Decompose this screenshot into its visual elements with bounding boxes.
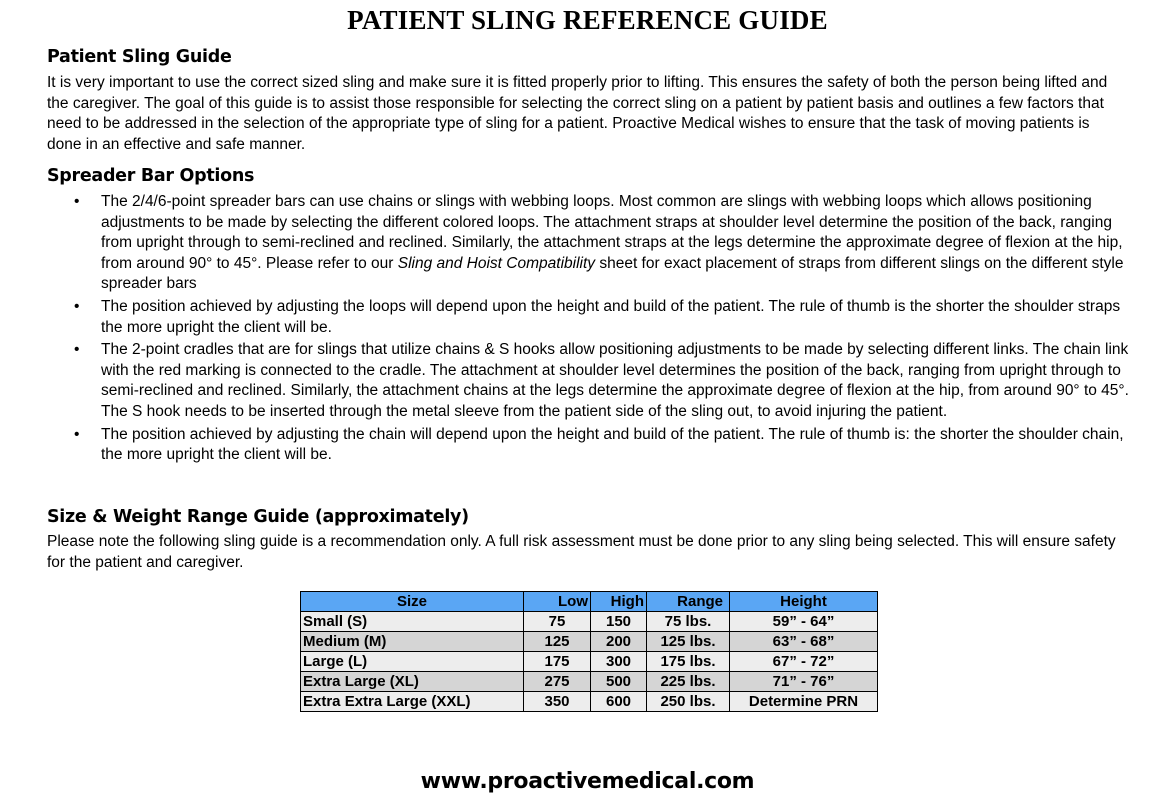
cell-size: Extra Extra Large (XXL) xyxy=(301,692,524,712)
cell-high: 150 xyxy=(591,612,647,632)
column-header-range: Range xyxy=(647,592,730,612)
spreader-heading: Spreader Bar Options xyxy=(47,166,255,186)
bullet-item xyxy=(47,425,1132,466)
cell-low: 75 xyxy=(524,612,591,632)
cell-height: Determine PRN xyxy=(730,692,878,712)
bullet-text: sheet for exact placement of straps from different slings on the different style spreader bars xyxy=(101,254,1124,293)
bullet-text: The position achieved by adjusting the loops will depend upon the height and build of the patient. The rule of thumb is the shorter the shoulder straps the more upright the client will be. xyxy=(101,297,1121,336)
bullet-item xyxy=(47,297,1132,338)
size-guide-paragraph: Please note the following sling guide is a recommendation only. A full risk assessment must be done prior to any sling being selected. This will ensure safety for the patient and caregiver. xyxy=(47,533,1116,571)
bullet-text: The 2/4/6-point spreader bars can use chains or slings with webbing loops. Most common are slings with webbing loops which allows positioning adjustments to be made by selecting the different colored loops. The attachment straps at shoulder level determine the position of the back, ranging from upright through to semi-reclined and reclined. Similarly, the attachment straps at the legs determine the approximate degree of flexion at the hip, from around 90° to 45°. Please refer to our xyxy=(101,193,1123,272)
footer-website-link[interactable]: www.proactivemedical.com xyxy=(420,769,755,794)
bullet-text: The position achieved by adjusting the chain will depend upon the height and build of the patient. The rule of thumb is: the shorter the shoulder chain, the more upright the client will be. xyxy=(101,425,1124,464)
cell-high: 500 xyxy=(591,672,647,692)
column-header-height: Height xyxy=(730,592,878,612)
bullet-emphasis: Sling and Hoist Compatibility xyxy=(397,254,596,272)
size-weight-table-wrapper xyxy=(300,591,878,712)
column-header-size: Size xyxy=(301,592,524,612)
table-row xyxy=(301,672,878,692)
size-weight-table xyxy=(300,591,878,712)
column-header-low: Low xyxy=(524,592,591,612)
cell-low: 350 xyxy=(524,692,591,712)
table-row xyxy=(301,612,878,632)
table-row xyxy=(301,692,878,712)
cell-range: 175 lbs. xyxy=(647,652,730,672)
cell-range: 125 lbs. xyxy=(647,632,730,652)
cell-size: Medium (M) xyxy=(301,632,524,652)
bullet-text: The 2-point cradles that are for slings that utilize chains & S hooks allow positioning adjustments to be made by selecting different links. The chain link with the red marking is connected to the cradle. The attachment at shoulder level determines the position of the back, ranging from upright through to semi-reclined and reclined. Similarly, the attachment chains at the legs determine the approximate degree of flexion at the hip, from around 90° to 45°. The S hook needs to be inserted through the metal sleeve from the patient side of the sling out, to avoid injuring the patient. xyxy=(101,341,1129,420)
bullet-icon: • xyxy=(74,297,80,315)
cell-low: 175 xyxy=(524,652,591,672)
bullet-item xyxy=(47,192,1132,295)
cell-low: 125 xyxy=(524,632,591,652)
bullet-icon: • xyxy=(74,425,80,443)
cell-high: 300 xyxy=(591,652,647,672)
sling-guide-paragraph: It is very important to use the correct sized sling and make sure it is fitted properly prior to lifting. This ensures the safety of both the person being lifted and the caregiver. The goal of this guide is to assist those responsible for selecting the correct sling on a patient by patient basis and outlines a few factors that need to be addressed in the selection of the appropriate type of sling for a patient. Proactive Medical wishes to ensure that the task of moving patients is done in an effective and safe manner. xyxy=(47,74,1108,153)
cell-range: 75 lbs. xyxy=(647,612,730,632)
cell-high: 600 xyxy=(591,692,647,712)
cell-size: Small (S) xyxy=(301,612,524,632)
bullet-item xyxy=(47,340,1132,422)
column-header-high: High xyxy=(591,592,647,612)
cell-low: 275 xyxy=(524,672,591,692)
spreader-bullet-list xyxy=(47,192,1132,466)
cell-size: Extra Large (XL) xyxy=(301,672,524,692)
cell-size: Large (L) xyxy=(301,652,524,672)
cell-height: 63” - 68” xyxy=(730,632,878,652)
table-row xyxy=(301,652,878,672)
cell-range: 250 lbs. xyxy=(647,692,730,712)
cell-height: 59” - 64” xyxy=(730,612,878,632)
cell-range: 225 lbs. xyxy=(647,672,730,692)
table-row xyxy=(301,632,878,652)
table-header-row xyxy=(301,592,878,612)
page-title: PATIENT SLING REFERENCE GUIDE xyxy=(347,5,828,35)
cell-height: 71” - 76” xyxy=(730,672,878,692)
size-guide-heading: Size & Weight Range Guide (approximately) xyxy=(47,507,469,527)
cell-height: 67” - 72” xyxy=(730,652,878,672)
cell-high: 200 xyxy=(591,632,647,652)
sling-guide-heading: Patient Sling Guide xyxy=(47,47,232,67)
bullet-icon: • xyxy=(74,341,80,359)
bullet-icon: • xyxy=(74,193,80,210)
